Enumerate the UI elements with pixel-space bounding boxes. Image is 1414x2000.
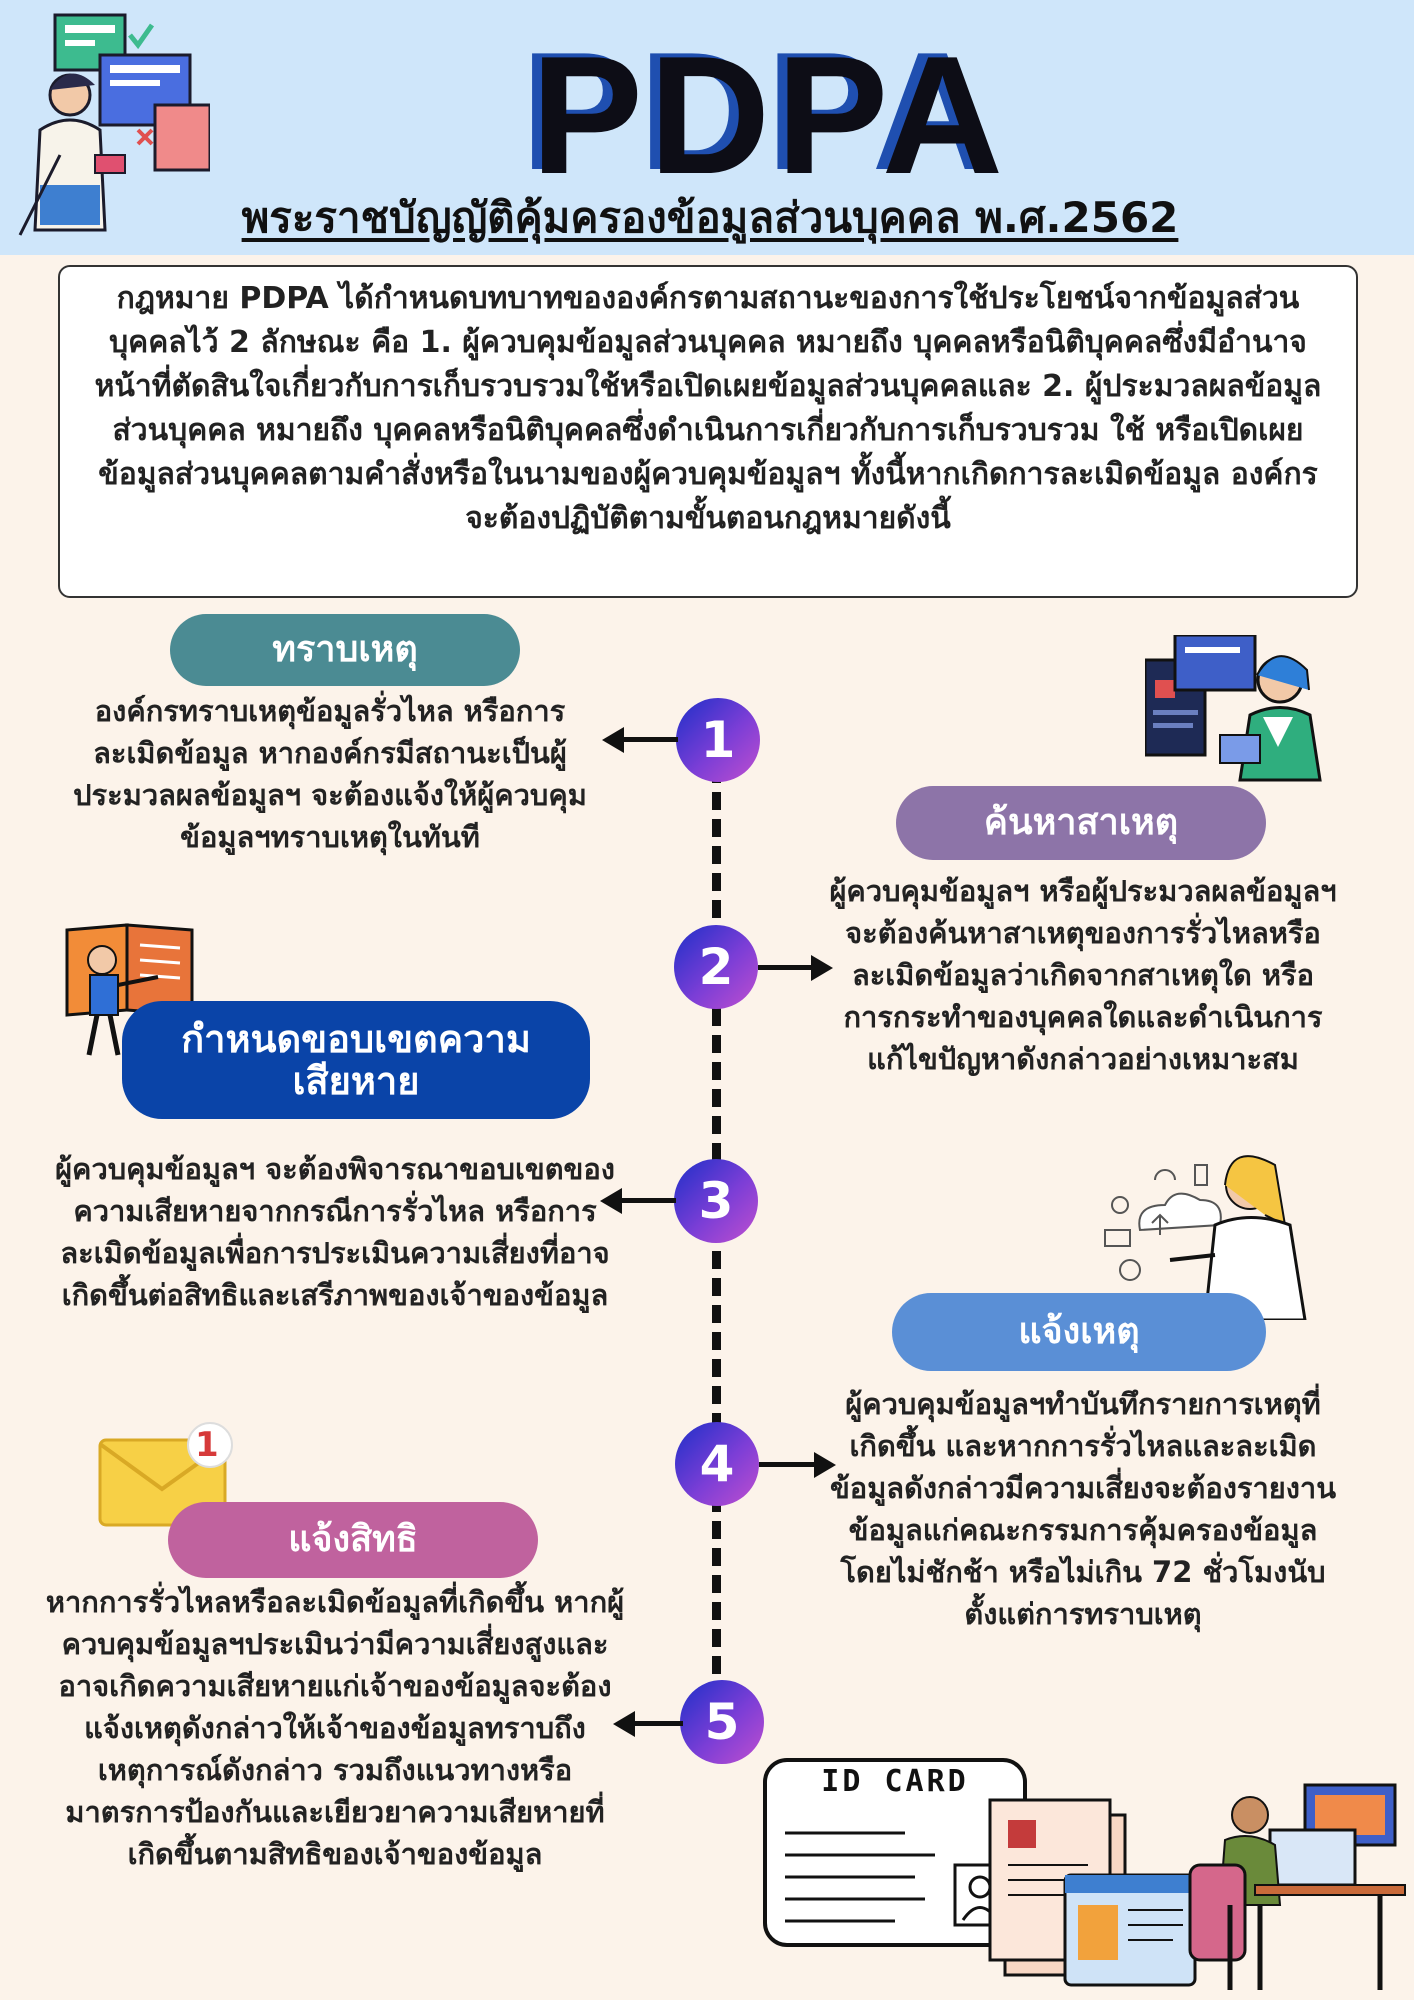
step-2-arrow — [758, 965, 813, 970]
step-2-circle — [674, 925, 758, 1009]
intro-text: กฎหมาย PDPA ได้กำหนดบทบาทขององค์กรตามสถานะของการใช้ประโยชน์จากข้อมูลส่วนบุคคลไว้ 2 ลักษณะ คือ 1. ผู้ควบคุมข้อมูลส่วนบุคคล หมายถึง บุคคลหรือนิติบุคคลซึ่งมีอำนาจหน้าที่ตัดสินใจเกี่ยวกับการเก็บรวบรวมใช้หรือเปิดเผยข้อมูลส่วนบุคคลและ 2. ผู้ประมวลผลข้อมูลส่วนบุคคล หมายถึง บุคคลหรือนิติบุคคลซึ่งดำเนินการเกี่ยวกับการเก็บรวบรวม ใช้ หรือเปิดเผยข้อมูลส่วนบุคคลตามคำสั่งหรือในนามของผู้ควบคุมข้อมูลฯ ทั้งนี้หากเกิดการละเมิดข้อมูล องค์กรจะต้องปฏิบัติตามขั้นตอนกฎหมายดังนี้ — [94, 281, 1322, 536]
step-5-number: 5 — [704, 1693, 740, 1751]
step-5-text: หากการรั่วไหลหรือละเมิดข้อมูลที่เกิดขึ้น หากผู้ควบคุมข้อมูลฯประเมินว่ามีความเสี่ยงสูงและอาจเกิดความเสียหายแก่เจ้าของข้อมูลจะต้องแจ้งเหตุดังกล่าวให้เจ้าของข้อมูลทราบถึงเหตุการณ์ดังกล่าว รวมถึงแนวทางหรือมาตรการป้องกันและเยียวยาความเสียหายที่เกิดขึ้นตามสิทธิของเจ้าของข้อมูล — [45, 1585, 625, 1871]
page-subtitle: พระราชบัญญัติคุ้มครองข้อมูลส่วนบุคคล พ.ศ.2562 — [241, 193, 1179, 242]
step-1-title: ทราบเหตุ — [170, 614, 520, 686]
step-3-arrow — [618, 1198, 676, 1203]
step-1-text: องค์กรทราบเหตุข้อมูลรั่วไหล หรือการละเมิดข้อมูล หากองค์กรมีสถานะเป็นผู้ประมวลผลข้อมูลฯ จะต้องแจ้งให้ผู้ควบคุมข้อมูลฯทราบเหตุในทันที — [73, 694, 587, 854]
step-3-title: กำหนดขอบเขตความเสียหาย — [122, 1001, 590, 1119]
page-title: PDPA — [530, 21, 1010, 209]
step-4-arrow — [759, 1462, 816, 1467]
mail-badge: 1 — [195, 1425, 219, 1465]
step-4-title: แจ้งเหตุ — [892, 1293, 1266, 1371]
step-5-circle — [680, 1680, 764, 1764]
step-4-number: 4 — [699, 1435, 735, 1493]
step-3-number: 3 — [698, 1172, 734, 1230]
step-1-circle — [676, 698, 760, 782]
step-3-text: ผู้ควบคุมข้อมูลฯ จะต้องพิจารณาขอบเขตของความเสียหายจากกรณีการรั่วไหล หรือการละเมิดข้อมูลเพื่อการประเมินความเสี่ยงที่อาจเกิดขึ้นต่อสิทธิและเสรีภาพของเจ้าของข้อมูล — [55, 1152, 615, 1312]
step-1-arrow — [620, 737, 678, 742]
step-5-title: แจ้งสิทธิ — [168, 1502, 538, 1578]
step-4-circle — [675, 1422, 759, 1506]
step-1-number: 1 — [700, 711, 736, 769]
step-4-text: ผู้ควบคุมข้อมูลฯทำบันทึกรายการเหตุที่เกิดขึ้น และหากการรั่วไหลและละเมิดข้อมูลดังกล่าวมีความเสี่ยงจะต้องรายงานข้อมูลแก่คณะกรรมการคุ้มครองข้อมูลโดยไม่ชักช้า หรือไม่เกิน 72 ชั่วโมงนับตั้งแต่การทราบเหตุ — [829, 1387, 1337, 1631]
step-3-circle — [674, 1159, 758, 1243]
timeline-line — [712, 765, 721, 1755]
step-2-arrow-head — [811, 955, 833, 981]
woman-screen-illustration — [1145, 635, 1335, 785]
step-2-number: 2 — [698, 938, 734, 996]
id-card-label: ID CARD — [821, 1764, 969, 1799]
step-2-text: ผู้ควบคุมข้อมูลฯ หรือผู้ประมวลผลข้อมูลฯ จะต้องค้นหาสาเหตุของการรั่วไหลหรือละเมิดข้อมูลว่าเกิดจากสาเหตุใด หรือการกระทำของบุคคลใดและดำเนินการแก้ไขปัญหาดังกล่าวอย่างเหมาะสม — [829, 874, 1337, 1076]
step-4-arrow-head — [814, 1452, 836, 1478]
intro-box — [58, 265, 1358, 598]
step-5-arrow — [631, 1721, 683, 1726]
step-2-title: ค้นหาสาเหตุ — [896, 786, 1266, 860]
